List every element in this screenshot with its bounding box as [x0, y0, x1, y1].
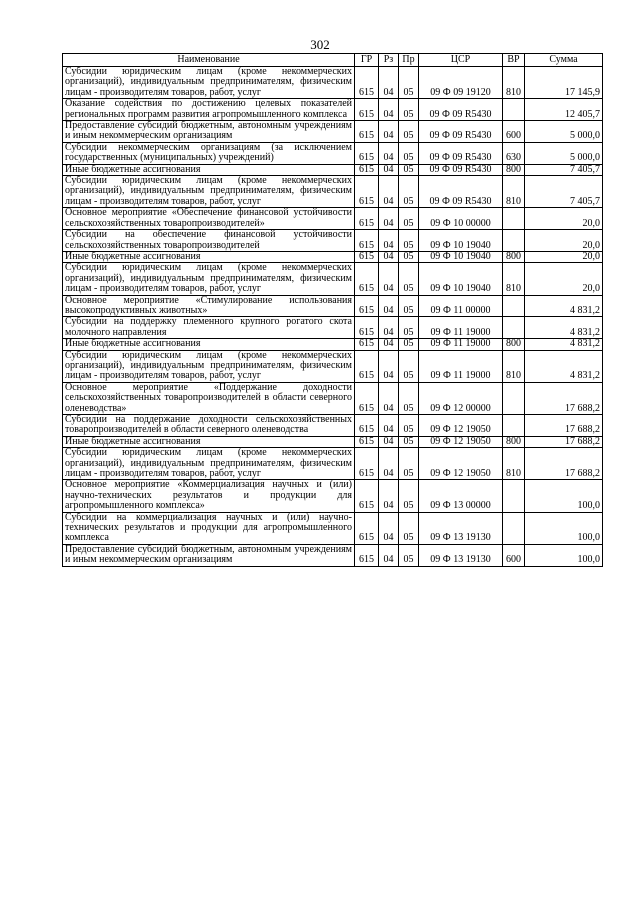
- table-row: [63, 350, 603, 382]
- cell-csr: 09 Ф 13 19130: [419, 512, 503, 544]
- page-number: 302: [310, 37, 330, 52]
- cell-sum: 100,0: [525, 512, 603, 544]
- cell-sum: 4 831,2: [525, 350, 603, 382]
- cell-vr: 800: [503, 251, 525, 262]
- cell-name: Основное мероприятие «Коммерциализация научных и (или) научно-технических результатов и продукции для агропромышленного комплекса»: [63, 480, 355, 512]
- cell-pr: 05: [399, 480, 419, 512]
- cell-gr: 615: [355, 208, 379, 230]
- cell-csr: 09 Ф 09 R5430: [419, 99, 503, 121]
- cell-sum: 20,0: [525, 230, 603, 252]
- cell-name: Субсидии юридическим лицам (кроме некоммерческих организаций), индивидуальным предпринимателям, физическим лицам - производителям товаров, работ, услуг: [63, 176, 355, 208]
- table-row: [63, 339, 603, 350]
- cell-gr: 615: [355, 164, 379, 175]
- cell-vr: [503, 317, 525, 339]
- cell-gr: 615: [355, 317, 379, 339]
- cell-rz: 04: [379, 230, 399, 252]
- cell-gr: 615: [355, 382, 379, 414]
- cell-csr: 09 Ф 09 R5430: [419, 121, 503, 143]
- cell-csr: 09 Ф 09 19120: [419, 67, 503, 99]
- cell-rz: 04: [379, 176, 399, 208]
- header-rz: Рз: [379, 54, 399, 67]
- cell-sum: 20,0: [525, 251, 603, 262]
- table-row: [63, 436, 603, 447]
- cell-rz: 04: [379, 208, 399, 230]
- cell-name: Субсидии юридическим лицам (кроме некоммерческих организаций), индивидуальным предпринимателям, физическим лицам - производителям товаров, работ, услуг: [63, 350, 355, 382]
- header-name: Наименование: [63, 54, 355, 67]
- cell-name: Субсидии юридическим лицам (кроме некоммерческих организаций), индивидуальным предпринимателям, физическим лицам - производителям товаров, работ, услуг: [63, 67, 355, 99]
- cell-csr: 09 Ф 10 19040: [419, 230, 503, 252]
- cell-name: Субсидии на поддержку племенного крупного рогатого скота молочного направления: [63, 317, 355, 339]
- cell-csr: 09 Ф 11 19000: [419, 317, 503, 339]
- cell-rz: 04: [379, 339, 399, 350]
- cell-pr: 05: [399, 339, 419, 350]
- cell-gr: 615: [355, 176, 379, 208]
- cell-sum: 5 000,0: [525, 142, 603, 164]
- cell-gr: 615: [355, 99, 379, 121]
- cell-csr: 09 Ф 12 19050: [419, 436, 503, 447]
- table-row: [63, 99, 603, 121]
- cell-gr: 615: [355, 142, 379, 164]
- cell-pr: 05: [399, 350, 419, 382]
- cell-gr: 615: [355, 350, 379, 382]
- cell-gr: 615: [355, 512, 379, 544]
- cell-sum: 4 831,2: [525, 295, 603, 317]
- cell-sum: 4 831,2: [525, 317, 603, 339]
- cell-rz: 04: [379, 544, 399, 566]
- cell-name: Основное мероприятие «Стимулирование использования высокопродуктивных животных»: [63, 295, 355, 317]
- cell-pr: 05: [399, 448, 419, 480]
- cell-sum: 17 688,2: [525, 382, 603, 414]
- cell-gr: 615: [355, 436, 379, 447]
- cell-gr: 615: [355, 415, 379, 437]
- cell-vr: [503, 208, 525, 230]
- cell-sum: 17 688,2: [525, 448, 603, 480]
- cell-rz: 04: [379, 317, 399, 339]
- cell-vr: [503, 512, 525, 544]
- cell-rz: 04: [379, 415, 399, 437]
- header-pr: Пр: [399, 54, 419, 67]
- cell-rz: 04: [379, 263, 399, 295]
- table-row: [63, 295, 603, 317]
- cell-vr: 600: [503, 121, 525, 143]
- cell-pr: 05: [399, 67, 419, 99]
- cell-vr: [503, 99, 525, 121]
- cell-pr: 05: [399, 230, 419, 252]
- cell-name: Субсидии на обеспечение финансовой устойчивости сельскохозяйственных товаропроизводителей: [63, 230, 355, 252]
- cell-rz: 04: [379, 121, 399, 143]
- table-row: [63, 142, 603, 164]
- cell-gr: 615: [355, 121, 379, 143]
- cell-vr: 810: [503, 263, 525, 295]
- cell-rz: 04: [379, 67, 399, 99]
- cell-vr: 810: [503, 448, 525, 480]
- header-vr: ВР: [503, 54, 525, 67]
- cell-pr: 05: [399, 382, 419, 414]
- cell-vr: 630: [503, 142, 525, 164]
- cell-vr: [503, 295, 525, 317]
- cell-name: Субсидии юридическим лицам (кроме некоммерческих организаций), индивидуальным предпринимателям, физическим лицам - производителям товаров, работ, услуг: [63, 448, 355, 480]
- cell-vr: 600: [503, 544, 525, 566]
- cell-csr: 09 Ф 11 19000: [419, 339, 503, 350]
- cell-name: Субсидии юридическим лицам (кроме некоммерческих организаций), индивидуальным предпринимателям, физическим лицам - производителям товаров, работ, услуг: [63, 263, 355, 295]
- cell-csr: 09 Ф 13 00000: [419, 480, 503, 512]
- cell-pr: 05: [399, 208, 419, 230]
- cell-vr: [503, 415, 525, 437]
- cell-rz: 04: [379, 512, 399, 544]
- cell-gr: 615: [355, 67, 379, 99]
- budget-table: [62, 53, 603, 567]
- cell-csr: 09 Ф 10 19040: [419, 263, 503, 295]
- cell-vr: 800: [503, 436, 525, 447]
- cell-name: Основное мероприятие «Обеспечение финансовой устойчивости сельскохозяйственных товаропроизводителей»: [63, 208, 355, 230]
- cell-sum: 7 405,7: [525, 176, 603, 208]
- cell-vr: 810: [503, 176, 525, 208]
- cell-csr: 09 Ф 12 19050: [419, 415, 503, 437]
- cell-csr: 09 Ф 09 R5430: [419, 164, 503, 175]
- cell-pr: 05: [399, 121, 419, 143]
- cell-vr: [503, 382, 525, 414]
- table-row: [63, 164, 603, 175]
- table-row: [63, 480, 603, 512]
- table-header-row: [63, 54, 603, 67]
- cell-csr: 09 Ф 10 00000: [419, 208, 503, 230]
- cell-rz: 04: [379, 480, 399, 512]
- cell-rz: 04: [379, 382, 399, 414]
- cell-csr: 09 Ф 13 19130: [419, 544, 503, 566]
- cell-csr: 09 Ф 12 19050: [419, 448, 503, 480]
- cell-sum: 20,0: [525, 263, 603, 295]
- header-csr: ЦСР: [419, 54, 503, 67]
- table-row: [63, 415, 603, 437]
- cell-csr: 09 Ф 12 00000: [419, 382, 503, 414]
- cell-sum: 7 405,7: [525, 164, 603, 175]
- cell-gr: 615: [355, 544, 379, 566]
- cell-pr: 05: [399, 176, 419, 208]
- cell-name: Предоставление субсидий бюджетным, автономным учреждениям и иным некоммерческим организациям: [63, 121, 355, 143]
- cell-name: Субсидии на поддержание доходности сельскохозяйственных товаропроизводителей в области северного оленеводства: [63, 415, 355, 437]
- cell-name: Иные бюджетные ассигнования: [63, 164, 355, 175]
- table-row: [63, 230, 603, 252]
- cell-gr: 615: [355, 251, 379, 262]
- table-row: [63, 317, 603, 339]
- cell-name: Иные бюджетные ассигнования: [63, 436, 355, 447]
- cell-name: Субсидии некоммерческим организациям (за исключением государственных (муниципальных) учреждений): [63, 142, 355, 164]
- cell-sum: 100,0: [525, 544, 603, 566]
- cell-gr: 615: [355, 480, 379, 512]
- cell-rz: 04: [379, 448, 399, 480]
- cell-sum: 5 000,0: [525, 121, 603, 143]
- cell-sum: 17 145,9: [525, 67, 603, 99]
- cell-sum: 12 405,7: [525, 99, 603, 121]
- cell-pr: 05: [399, 512, 419, 544]
- cell-pr: 05: [399, 164, 419, 175]
- cell-rz: 04: [379, 295, 399, 317]
- cell-name: Основное мероприятие «Поддержание доходности сельскохозяйственных товаропроизводителей в области северного оленеводства»: [63, 382, 355, 414]
- cell-name: Предоставление субсидий бюджетным, автономным учреждениям и иным некоммерческим организациям: [63, 544, 355, 566]
- cell-rz: 04: [379, 251, 399, 262]
- cell-name: Иные бюджетные ассигнования: [63, 339, 355, 350]
- cell-vr: 810: [503, 67, 525, 99]
- cell-rz: 04: [379, 142, 399, 164]
- cell-sum: 17 688,2: [525, 436, 603, 447]
- cell-pr: 05: [399, 295, 419, 317]
- table-row: [63, 512, 603, 544]
- cell-pr: 05: [399, 415, 419, 437]
- cell-sum: 100,0: [525, 480, 603, 512]
- cell-name: Субсидии на коммерциализация научных и (или) научно-технических результатов и продукции для агропромышленного комплекса: [63, 512, 355, 544]
- cell-gr: 615: [355, 230, 379, 252]
- cell-csr: 09 Ф 10 19040: [419, 251, 503, 262]
- cell-sum: 4 831,2: [525, 339, 603, 350]
- cell-pr: 05: [399, 317, 419, 339]
- table-row: [63, 208, 603, 230]
- cell-name: Оказание содействия по достижению целевых показателей региональных программ развития агропромышленного комплекса: [63, 99, 355, 121]
- cell-gr: 615: [355, 339, 379, 350]
- cell-pr: 05: [399, 544, 419, 566]
- cell-rz: 04: [379, 436, 399, 447]
- cell-vr: 800: [503, 339, 525, 350]
- cell-rz: 04: [379, 350, 399, 382]
- table-row: [63, 67, 603, 99]
- cell-pr: 05: [399, 436, 419, 447]
- cell-vr: [503, 480, 525, 512]
- header-gr: ГР: [355, 54, 379, 67]
- cell-csr: 09 Ф 11 00000: [419, 295, 503, 317]
- table-row: [63, 176, 603, 208]
- cell-pr: 05: [399, 99, 419, 121]
- cell-sum: 20,0: [525, 208, 603, 230]
- cell-pr: 05: [399, 142, 419, 164]
- cell-name: Иные бюджетные ассигнования: [63, 251, 355, 262]
- cell-gr: 615: [355, 263, 379, 295]
- header-sum: Сумма: [525, 54, 603, 67]
- cell-rz: 04: [379, 99, 399, 121]
- cell-csr: 09 Ф 09 R5430: [419, 176, 503, 208]
- cell-csr: 09 Ф 11 19000: [419, 350, 503, 382]
- cell-gr: 615: [355, 448, 379, 480]
- table-row: [63, 263, 603, 295]
- table-row: [63, 448, 603, 480]
- cell-gr: 615: [355, 295, 379, 317]
- table-row: [63, 382, 603, 414]
- table-row: [63, 121, 603, 143]
- cell-rz: 04: [379, 164, 399, 175]
- cell-vr: [503, 230, 525, 252]
- cell-vr: 800: [503, 164, 525, 175]
- cell-sum: 17 688,2: [525, 415, 603, 437]
- cell-pr: 05: [399, 263, 419, 295]
- cell-pr: 05: [399, 251, 419, 262]
- cell-csr: 09 Ф 09 R5430: [419, 142, 503, 164]
- cell-vr: 810: [503, 350, 525, 382]
- table-row: [63, 544, 603, 566]
- table-row: [63, 251, 603, 262]
